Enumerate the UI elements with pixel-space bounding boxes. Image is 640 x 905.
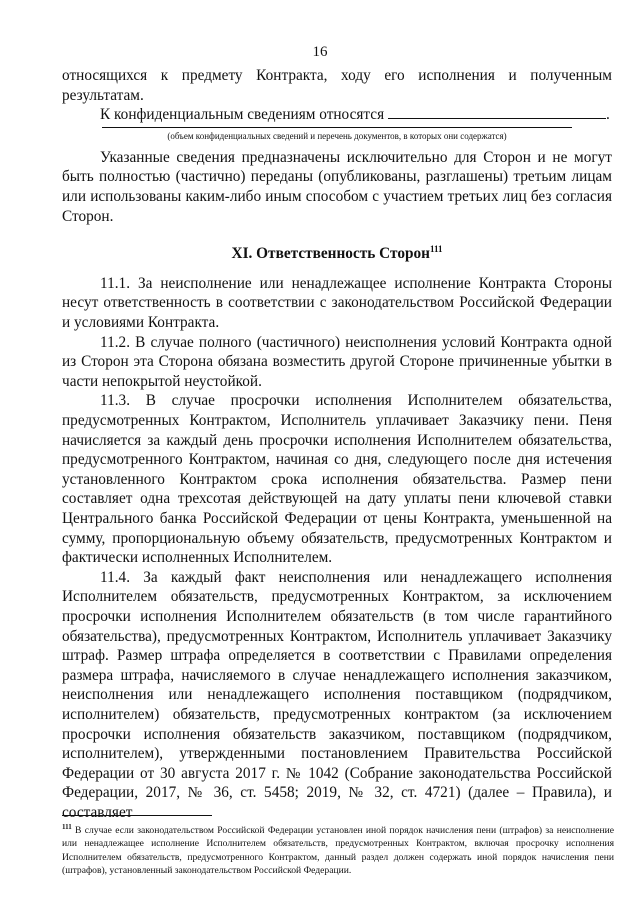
footnote [62,821,614,877]
page-number: 16 [312,44,328,60]
section-title: XI. Ответственность Сторон [231,245,430,263]
section-footnote-ref: 111 [429,244,443,255]
clause-11-1: 11.1. За неисполнение или ненадлежащее исполнение Контракта Стороны несут ответственность в соответствии с законодательством Российской Федерации и условиями Контракта. [62,274,612,332]
document-body [62,66,612,822]
footnote-ref: 111 [62,823,72,831]
confidential-hint [62,127,612,142]
confidential-paragraph: Указанные сведения предназначены исключительно для Сторон и не могут быть полностью (частично) переданы (опубликованы, разглашены) третьим лицам или использованы каким-либо иным способом с участием третьих лиц без согласия Сторон. [62,148,612,225]
clause-11-2: 11.2. В случае полного (частичного) неисполнения условий Контракта одной из Сторон эта Сторона обязана возместить другой Стороне причиненные убытки в части непокрытой неустойкой. [62,333,612,390]
footnote-divider [62,815,212,816]
footnote-text: В случае если законодательством Российской Федерации установлен иной порядок начисления пени (штрафов) за неисполнение или ненадлежащее исполнение Исполнителем обязательств, предусмотренных Контрактом, включая просрочку исполнения Исполнителем обязательств, предусмотренного Контрактом, данный раздел должен содержать иной порядок начисления пени (штрафов), установленный законодательством Российской Федерации. [62,825,615,877]
confidential-label: К конфиденциальным сведениям относятся [100,106,385,124]
clause-11-3: 11.3. В случае просрочки исполнения Исполнителем обязательства, предусмотренных Контрактом, Исполнитель уплачивает Заказчику пени. Пеня начисляется за каждый день просрочки исполнения Исполнителем обязательства, предусмотренного Контрактом, начиная со дня, следующего после дня истечения установленного Контрактом срока исполнения обязательства. Размер пени составляет одна трехсотая действующей на дату уплаты пени ключевой ставки Центрального банка Российской Федерации от цены Контракта, уменьшенной на сумму, пропорциональную объему обязательств, предусмотренных Контрактом и фактически исполненных Исполнителем. [62,392,612,567]
confidential-blank-field [388,106,606,119]
section-heading [62,240,612,264]
confidential-line: К конфиденциальным сведениям относятся . [100,106,610,124]
confidential-hint-text: (объем конфиденциальных сведений и перечень документов, в которых они содержатся) [102,127,572,142]
intro-line: относящихся к предмету Контракта, ходу его исполнения и полученным результатам. [62,67,612,104]
clause-11-4: 11.4. За каждый факт неисполнения или ненадлежащего исполнения Исполнителем обязательств, предусмотренных Контрактом, за исключением просрочки исполнения Исполнителем обязательств (в том числе гарантийного обязательства), предусмотренных Контрактом, Исполнитель уплачивает Заказчику штраф. Размер штрафа определяется в соответствии с Правилами определения размера штрафа, начисляемого в случае ненадлежащего исполнения заказчиком, неисполнения или ненадлежащего исполнения поставщиком (подрядчиком, исполнителем) обязательств, предусмотренных контрактом (за исключением просрочки исполнения обязательств заказчиком, поставщиком (подрядчиком, исполнителем), утвержденными постановлением Правительства Российской Федерации от 30 августа 2017 г. № 1042 (Собрание законодательства Российской Федерации, 2017, № 36, ст. 5458; 2019, № 32, ст. 4721) (далее – Правила), и составляет [62,568,612,821]
